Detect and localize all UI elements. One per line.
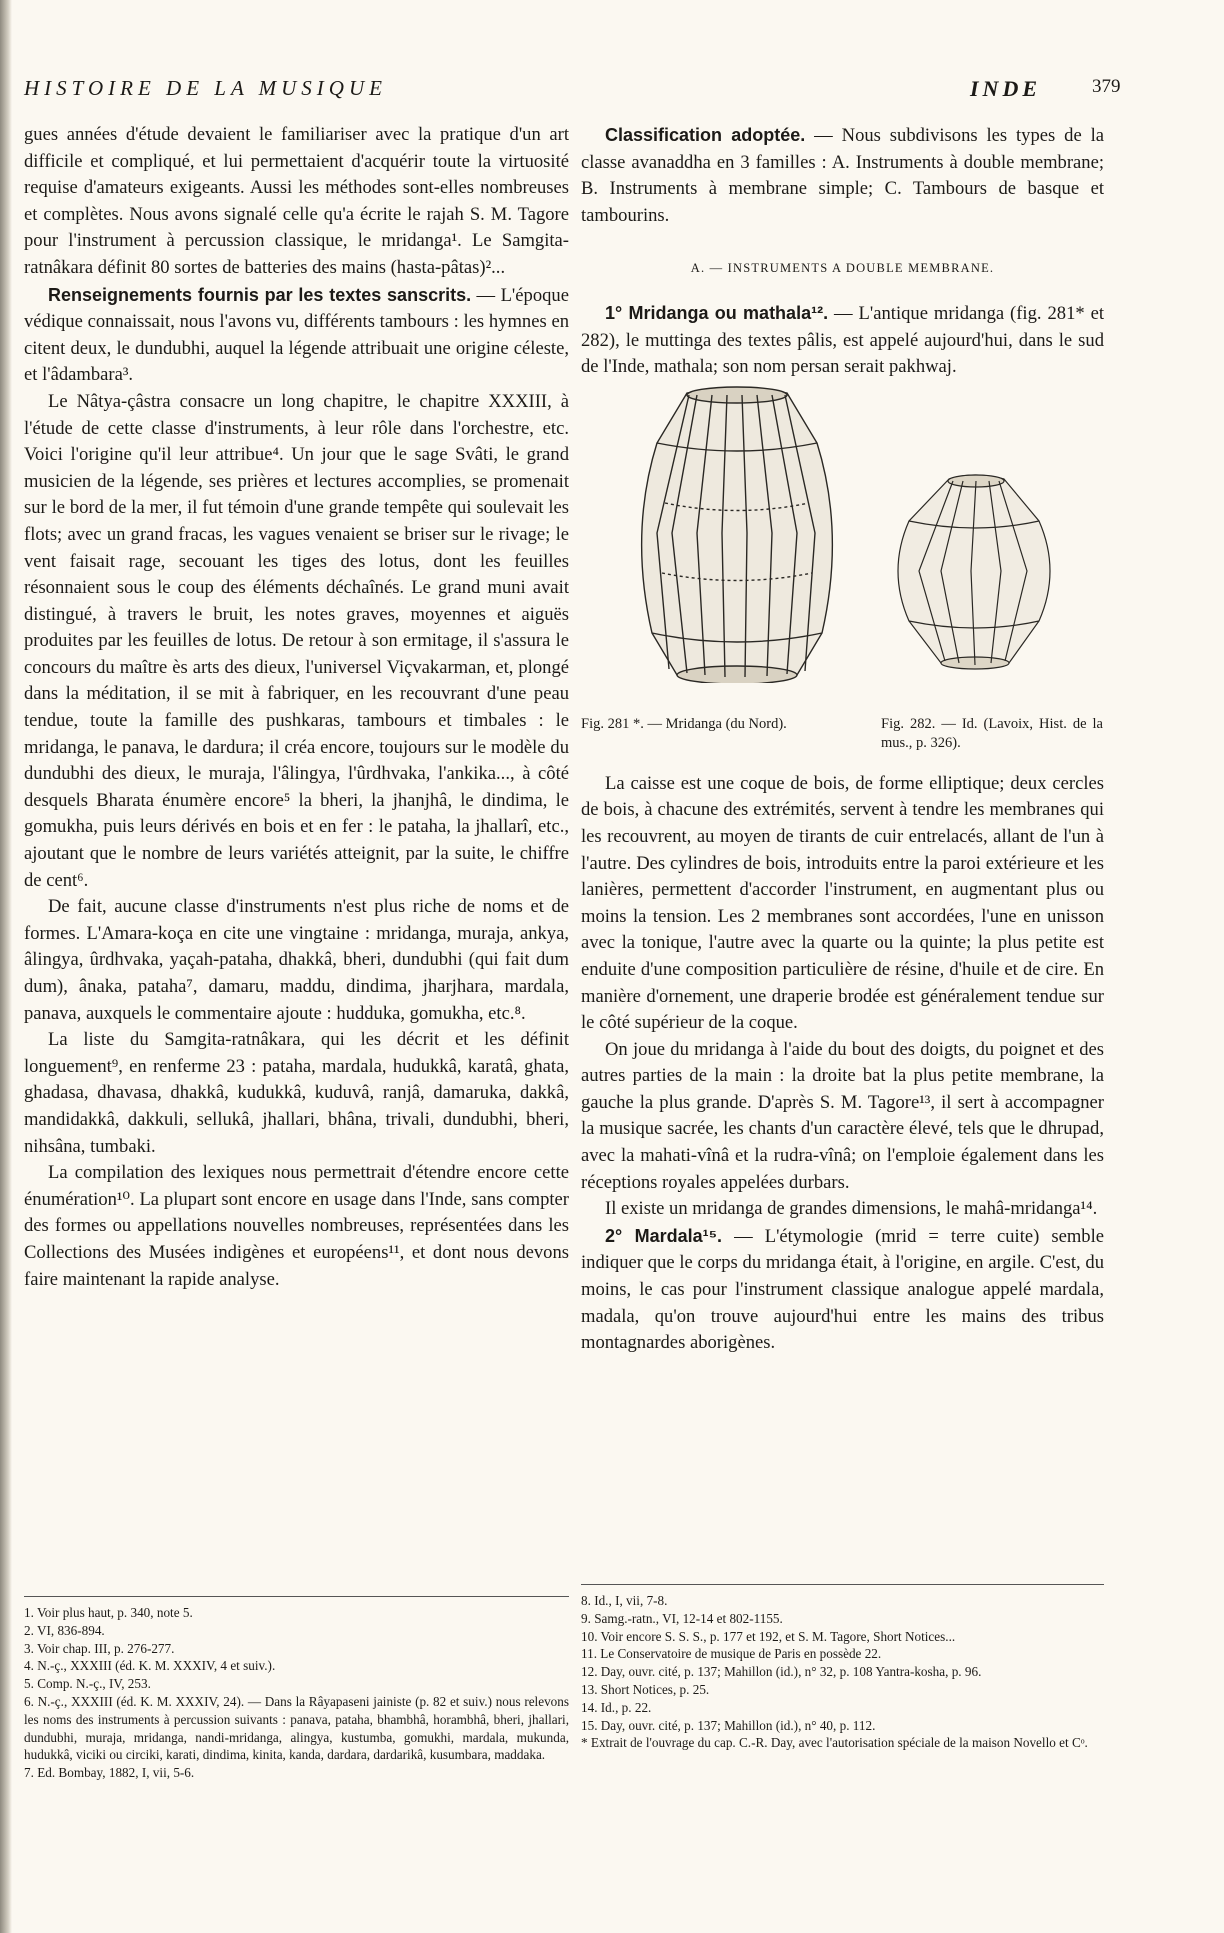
header-section: INDE — [970, 76, 1042, 101]
paragraph: On joue du mridanga à l'aide du bout des doigts, du poignet et des autres parties de la main : la droite bat la plus petite membrane, la gauche la plus grande. D'après S. M. Tagore¹³, il sert à accompagner la musique sacrée, les chants d'un caractère élevé, tels que le dhrupad, avec la mahati-vînâ et la rudra-vînâ; on l'emploie également dans les réceptions royales appelées durbars. — [581, 1038, 1104, 1193]
side-heading: Classification adoptée. — [605, 125, 806, 145]
footnote: 6. N.-ç., XXXIII (éd. K. M. XXXIV, 24). — Dans la Râyapaseni jainiste (p. 82 et suiv.) nous relevons les noms des instruments à percussion suivants : panava, pataha, bhambhâ, horambhâ, bheri, jhallari, dundubhi, muraja, mridanga, nandi-mridanga, alingya, kustumba, gomukhi, mardala, mukunda, hudukkâ, viciki ou circiki, karati, dindima, kinita, kanda, dardara, dardarikâ, kusumbara, maddaka. — [24, 1693, 569, 1763]
mridanga-lavoix-illustration — [879, 471, 1069, 671]
figure-area — [581, 381, 1104, 771]
paragraph: La liste du Samgita-ratnâkara, qui les décrit et les définit longuement⁹, en renferme 23 : pataha, mardala, hudukkâ, karatâ, ghata, ghadasa, dhavasa, dhakkâ, kudukkâ, kuduvâ, ranjâ, damaruka, dakkâ, mandidakkâ, dakkuli, sellukâ, jhallari, bhâna, trivali, dundubhi, bheri, nihsâna, tumbaki. — [24, 1029, 569, 1157]
footnote: 9. Samg.-ratn., VI, 12-14 et 802-1155. — [581, 1610, 783, 1626]
footnote: 10. Voir encore S. S. S., p. 177 et 192, et S. M. Tagore, Short Notices... — [581, 1628, 956, 1644]
paragraph: De fait, aucune classe d'instruments n'est plus riche de noms et de formes. L'Amara-koça en cite une vingtaine : mridanga, muraja, ankya, âlingya, ûrdhvaka, yaçah-pataha, dhakkâ, bheri, dundubhi (qui fait dum dum), ânaka, pataha⁷, damaru, maddu, dindima, jharjhara, mardala, panava, auxquels le commentaire ajoute : hudduka, gomukha, etc.⁸. — [24, 896, 569, 1024]
footnote-rule — [24, 1596, 569, 1597]
paragraph — [581, 122, 1104, 229]
paragraph — [24, 282, 569, 389]
side-heading: Renseignements fournis par les textes sanscrits. — [48, 284, 472, 305]
figure-282-caption: Fig. 282. — Id. (Lavoix, Hist. de la mus., p. 326). — [881, 715, 1103, 751]
paragraph-text: — L'époque védique connaissait, nous l'avons vu, différents tambours : les hymnes en citent deux, le dundubhi, auquel la légende attribuait une origine céleste, et l'âdambara³. — [24, 284, 569, 386]
footnote: 1. Voir plus haut, p. 340, note 5. — [24, 1605, 193, 1620]
side-heading: 2° Mardala¹⁵. — [605, 1225, 723, 1246]
right-column — [581, 122, 1104, 1357]
paragraph-text: — Nous subdivisons les types de la classe avanaddha en 3 familles : A. Instruments à double membrane; B. Instruments à membrane simple; C. Tambours de basque et tambourins. — [581, 125, 1104, 226]
footnotes-left — [24, 1604, 569, 1782]
header-title: HISTOIRE DE LA MUSIQUE — [24, 76, 387, 100]
footnote: 14. Id., p. 22. — [581, 1699, 652, 1715]
figure-281-caption: Fig. 281 *. — Mridanga (du Nord). — [581, 715, 787, 732]
paragraph-text: — L'étymologie (mrid = terre cuite) semble indiquer que le corps du mridanga était, à l'origine, en argile. C'est, du moins, le cas pour l'instrument classique analogue appelé mardala, madala, qu'on trouve aujourd'hui entre les mains des tribus montagnardes aborigènes. — [581, 1225, 1104, 1354]
page-number: 379 — [1092, 76, 1121, 97]
book-binding-edge — [0, 0, 12, 1933]
footnote: 13. Short Notices, p. 25. — [581, 1681, 710, 1697]
paragraph — [581, 1223, 1104, 1357]
footnote: 5. Comp. N.-ç., IV, 253. — [24, 1676, 151, 1692]
running-header — [24, 76, 1204, 106]
paragraph: Il existe un mridanga de grandes dimensions, le mahâ-mridanga¹⁴. — [605, 1198, 1098, 1220]
footnote: 8. Id., I, vii, 7-8. — [581, 1593, 668, 1608]
footnotes-right — [581, 1592, 1104, 1752]
side-heading: 1° Mridanga ou mathala¹². — [605, 302, 829, 323]
paragraph: gues années d'étude devaient le familiariser avec la pratique d'un art difficile et compliqué, et lui permettaient d'acquérir toute la virtuosité requise d'amateurs exigeants. Aussi les méthodes sont-elles nombreuses et complètes. Nous avons signalé celle qu'a écrite le rajah S. M. Tagore pour l'instrument à percussion classique, le mridanga¹. Le Samgita-ratnâkara définit 80 sortes de batteries des mains (hasta-pâtas)²... — [24, 124, 569, 278]
footnote: 7. Ed. Bombay, 1882, I, vii, 5-6. — [24, 1765, 195, 1781]
footnote-rule — [581, 1584, 1104, 1585]
paragraph-text: — L'antique mridanga (fig. 281* et 282), le muttinga des textes pâlis, est appelé aujourd'hui, dans le sud de l'Inde, mathala; son nom persan serait pakhwaj. — [581, 302, 1105, 378]
footnote: 12. Day, ouvr. cité, p. 137; Mahillon (id.), n° 32, p. 108 Yantra-kosha, p. 96. — [581, 1664, 982, 1680]
footnote: 4. N.-ç., XXXIII (éd. K. M. XXXIV, 4 et suiv.). — [24, 1658, 276, 1674]
footnote: * Extrait de l'ouvrage du cap. C.-R. Day, avec l'autorisation spéciale de la maison Novello et Cᵒ. — [581, 1735, 1088, 1751]
paragraph — [581, 300, 1104, 381]
footnote: 11. Le Conservatoire de musique de Paris en possède 22. — [581, 1646, 882, 1662]
section-heading: A. — INSTRUMENTS A DOUBLE MEMBRANE. — [690, 261, 995, 276]
footnote: 3. Voir chap. III, p. 276-277. — [24, 1640, 175, 1656]
paragraph: La compilation des lexiques nous permettrait d'étendre encore cette énumération¹⁰. La plupart sont encore en usage dans l'Inde, sans compter des formes ou appellations nouvelles nombreuses, représentées dans les Collections des Musées indigènes et européens¹¹, et dont nous devons faire maintenant la rapide analyse. — [24, 1162, 569, 1290]
footnote: 15. Day, ouvr. cité, p. 137; Mahillon (id.), n° 40, p. 112. — [581, 1717, 876, 1733]
mridanga-north-illustration — [617, 383, 857, 683]
footnote: 2. VI, 836-894. — [24, 1622, 105, 1638]
paragraph: La caisse est une coque de bois, de forme elliptique; deux cercles de bois, à chacune des extrémités, servent à tendre les membranes qui les recouvrent, au moyen de tirants de cuir entrelacés, allant de l'un à l'autre. Des cylindres de bois, introduits entre la paroi extérieure et les lanières, permettent d'accorder l'instrument, en augmentant plus ou moins la tension. Les 2 membranes sont accordées, l'une en unisson avec la tonique, l'autre avec la quarte ou la quinte; la plus petite est enduite d'une composition particulière de résine, d'huile et de cire. En manière d'ornement, une draperie brodée est généralement tendue sur le côté supérieur de la coque. — [581, 772, 1104, 1034]
left-column — [24, 122, 569, 1293]
paragraph: Le Nâtya-çâstra consacre un long chapitre, le chapitre XXXIII, à l'étude de cette classe d'instruments, à leur rôle dans l'orchestre, etc. Voici l'origine qu'il leur attribue⁴. Un jour que le sage Svâti, le grand musicien de la légende, ses prières et lectures accomplies, se promenait sur le bord de la mer, il fut témoin d'une grande tempête qui soulevait les flots; avec un grand fracas, les vagues venaient se briser sur le rivage; le vent faisait rage, secouant les tiges des lotus, dont les feuilles résonnaient sous le coup des éléments déchaînés. Le grand muni avait distingué, à travers le bruit, les notes graves, moyennes et aiguës produites par les feuilles de lotus. De retour à son ermitage, il s'assura le concours du maître ès arts des dieux, l'universel Viçvakarman, et, plongé dans la méditation, il se mit à fabriquer, en les recouvrant d'une peau tendue, toute la famille des pushkaras, tambours et timbales : le mridanga, le panava, le dardura; il créa encore, toujours sur le modèle du dundubhi des dieux, le muraja, l'âlingya, l'ûrdhvaka, l'ankika..., à côté desquels Bharata énumère encore⁵ la bheri, la jhanjhâ, le dindima, le gomukha, puis leurs dérivés en bois et en fer : le pataha, la jhallarî, etc., ajoutant que le nombre de leurs variétés atteignit, par la suite, le chiffre de cent⁶. — [24, 390, 569, 891]
